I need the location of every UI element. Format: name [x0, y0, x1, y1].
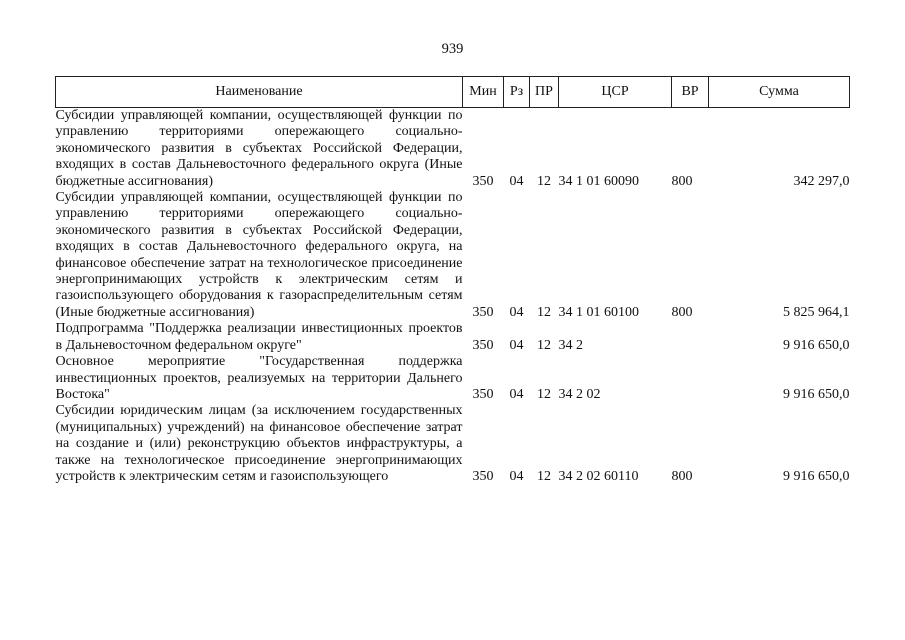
row-csr: 34 1 01 60090: [558, 173, 639, 189]
table-row: [56, 190, 850, 321]
budget-table: [55, 76, 850, 485]
row-csr: 34 2 02 60110: [558, 468, 639, 484]
row-pr: 12: [537, 173, 551, 189]
row-name: Субсидии управляющей компании, осуществляющей функции по управлению территориями опережающего социально-экономического развития в субъектах Российской Федерации, входящих в состав Дальневосточного федерального округа, на финансовое обеспечение затрат на технологическое присоединение энергопринимающих устройств к электрическим сетям и газоиспользующего оборудования к газораспределительным сетям (Иные бюджетные ассигнования): [55, 190, 463, 320]
row-vr: 800: [671, 173, 693, 189]
row-min: 350: [472, 337, 494, 353]
header-vr: ВР: [672, 77, 709, 108]
row-csr: 34 2 02: [558, 386, 601, 402]
row-rz: 04: [509, 304, 524, 320]
row-rz: 04: [509, 468, 524, 484]
row-pr: 12: [537, 468, 551, 484]
header-csr: ЦСР: [559, 77, 672, 108]
row-rz: 04: [509, 173, 524, 189]
row-pr: 12: [537, 304, 551, 320]
header-name: Наименование: [56, 77, 463, 108]
row-sum: 9 916 650,0: [783, 386, 850, 402]
row-csr: 34 2: [558, 337, 583, 353]
row-csr: 34 1 01 60100: [558, 304, 639, 320]
row-rz: 04: [509, 337, 524, 353]
row-name: Основное мероприятие "Государственная поддержка инвестиционных проектов, реализуемых на территории Дальнего Востока": [55, 354, 463, 402]
header-row: [56, 77, 850, 108]
row-name: Подпрограмма "Поддержка реализации инвестиционных проектов в Дальневосточном федеральном округе": [55, 321, 463, 353]
header-pr: ПР: [530, 77, 559, 108]
row-min: 350: [472, 386, 494, 402]
table-row: [56, 354, 850, 403]
table-row: [56, 321, 850, 354]
row-rz: 04: [509, 386, 524, 402]
row-name: Субсидии управляющей компании, осуществляющей функции по управлению территориями опережающего социально-экономического развития в субъектах Российской Федерации, входящих в состав Дальневосточного федерального округа (Иные бюджетные ассигнования): [55, 108, 463, 189]
header-min: Мин: [463, 77, 504, 108]
row-name: Субсидии юридическим лицам (за исключением государственных (муниципальных) учреждений) на финансовое обеспечение затрат на создание и (или) реконструкцию объектов инфраструктуры, а также на технологическое присоединение энергопринимающих устройств к электрическим сетям и газоиспользующего: [55, 403, 463, 484]
table-row: [56, 403, 850, 485]
row-vr: [672, 321, 709, 354]
row-sum: 5 825 964,1: [783, 304, 850, 320]
row-min: 350: [472, 304, 494, 320]
row-min: 350: [472, 468, 494, 484]
row-sum: 9 916 650,0: [783, 468, 850, 484]
row-pr: 12: [537, 337, 551, 353]
row-vr: [672, 354, 709, 403]
row-vr: 800: [671, 304, 693, 320]
row-vr: 800: [671, 468, 693, 484]
row-min: 350: [472, 173, 494, 189]
row-sum: 342 297,0: [793, 173, 850, 189]
header-rz: Рз: [504, 77, 530, 108]
header-sum: Сумма: [709, 77, 850, 108]
page-number: 939: [441, 41, 464, 57]
row-sum: 9 916 650,0: [783, 337, 850, 353]
table-row: [56, 108, 850, 191]
row-pr: 12: [537, 386, 551, 402]
